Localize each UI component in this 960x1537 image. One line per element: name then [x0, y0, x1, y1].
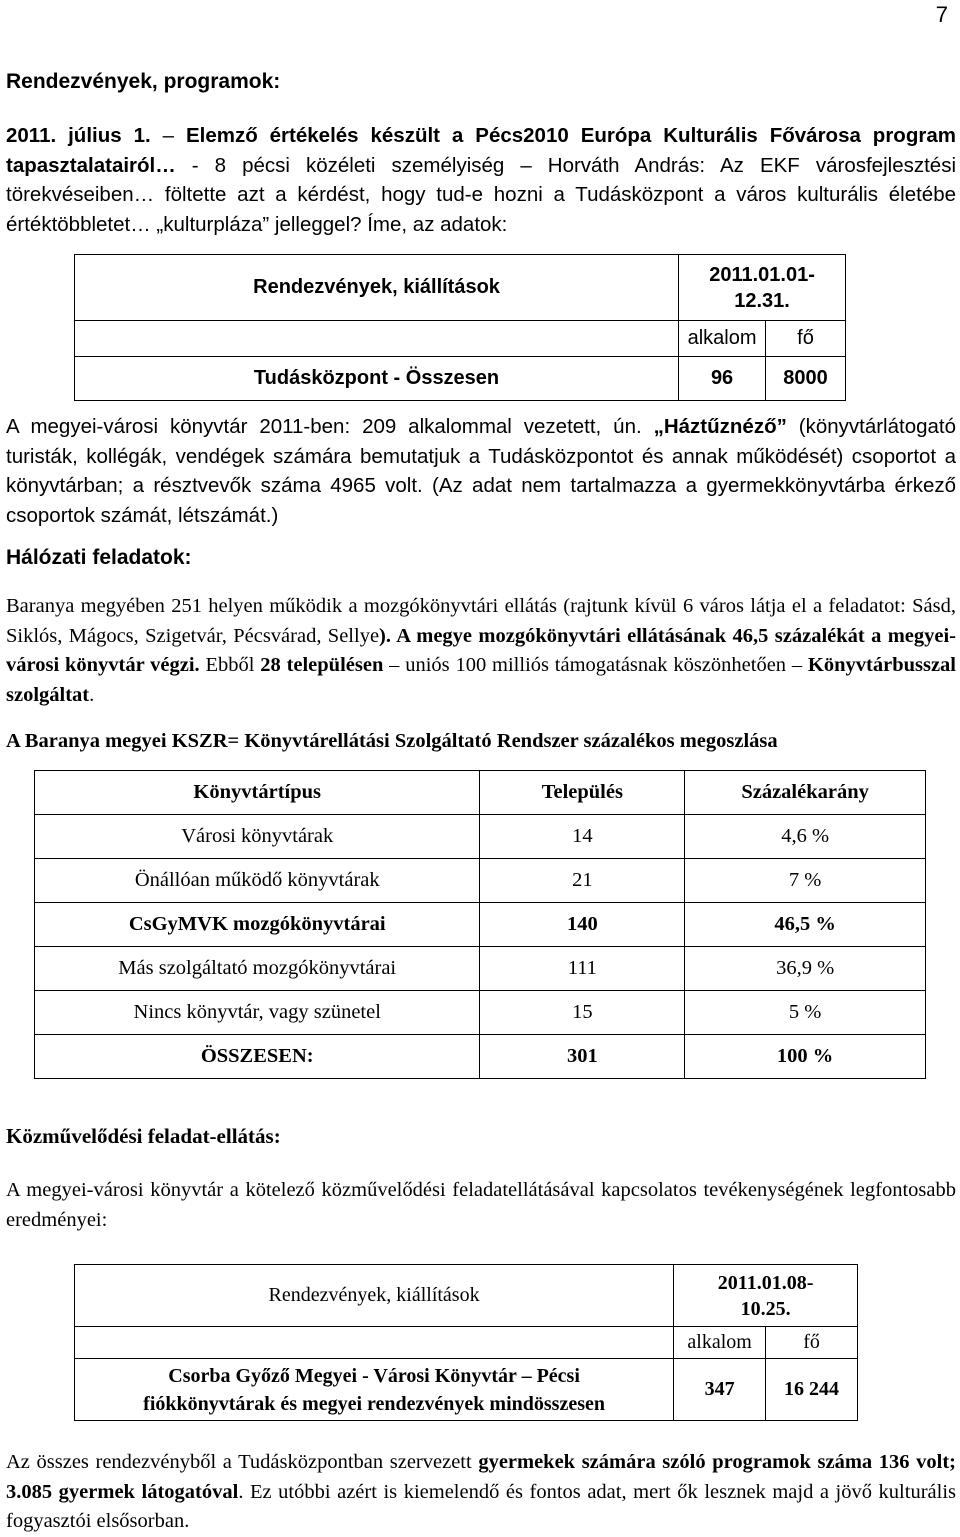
- county-row-label: Rendezvények, kiállítások: [75, 1265, 674, 1327]
- page-number: 7: [935, 2, 948, 27]
- county-period: 2011.01.08- 10.25.: [674, 1265, 858, 1327]
- evaluation-dash: –: [162, 124, 175, 147]
- kszr-table: [34, 770, 926, 1079]
- paragraph-haztuznezo: [6, 412, 956, 530]
- kszr-cell-percent: 36,9 %: [685, 947, 926, 991]
- closing-bold: gyermekek számára szóló programok száma 136 volt; 3.085 gyermek látogatóval: [6, 1451, 956, 1503]
- haztuznezo-text-b: (könyvtárlátogató turisták, kollégák, vendégek számára bemutatjuk a Tudásközpontot és annak működését) csoportot a könyvtárban; a résztvevők száma 4965 volt. (Az adat nem tartalmazza a gyermekkönyvtárba érkező csoportok számát, létszámát.): [6, 415, 957, 527]
- kszr-cell-settlement: 140: [480, 903, 685, 947]
- kszr-header-settlement: Település: [480, 771, 685, 815]
- network-text-c: Ebből: [199, 654, 261, 677]
- section-heading-events: Rendezvények, programok:: [6, 70, 281, 93]
- kszr-cell-settlement: 111: [480, 947, 685, 991]
- kszr-header-type: Könyvtártípus: [35, 771, 480, 815]
- kszr-header-percent: Százalékarány: [685, 771, 926, 815]
- kszr-cell-percent: 46,5 %: [685, 903, 926, 947]
- kszr-cell-percent: 100 %: [685, 1035, 926, 1079]
- evaluation-bold-text: Elemző értékelés készült a Pécs2010 Európa Kulturális Fővárosa program tapasztalatairól…: [6, 124, 956, 177]
- table-row: [35, 859, 926, 903]
- col-header-alkalom: alkalom: [679, 321, 766, 357]
- section-heading-culture: Közművelődési feladat-ellátás:: [6, 1124, 281, 1148]
- haztuznezo-text-a: A megyei-városi könyvtár 2011-ben: 209 alkalommal vezetett, ún.: [6, 415, 654, 438]
- events-empty-cell: [75, 321, 679, 357]
- section-heading-network: Hálózati feladatok:: [6, 546, 192, 569]
- paragraph-culture-intro: A megyei-városi könyvtár a kötelező közművelődési feladatellátásával kapcsolatos tevékenységének legfontosabb eredményei:: [6, 1179, 956, 1231]
- network-text-g: .: [89, 683, 95, 706]
- table-row: [35, 947, 926, 991]
- table-row: [35, 991, 926, 1035]
- evaluation-text: - 8 pécsi közéleti személyiség – Horváth András: Az EKF városfejlesztési törekvéseiben… föltette azt a kérdést, hogy tud-e hozni a Tudásközpont a város kulturális életébe értéktöbbletet… „kulturpláza” jelleggel? Íme, az adatok:: [6, 153, 956, 236]
- kszr-cell-type: Önállóan működő könyvtárak: [35, 859, 480, 903]
- network-bold-f: Könyvtárbusszal szolgáltat: [6, 654, 956, 706]
- network-bold-d: 28 településen: [260, 654, 384, 677]
- county-empty-cell: [75, 1327, 674, 1359]
- total-alkalom: 96: [679, 357, 766, 401]
- county-col-alkalom: alkalom: [674, 1327, 766, 1359]
- haztuznezo-bold: „Háztűznéző”: [653, 415, 787, 438]
- county-total-label: Csorba Győző Megyei - Városi Könyvtár – Pécsi fiókkönyvtárak és megyei rendezvények mindösszesen: [75, 1359, 674, 1421]
- county-total-alkalom: 347: [674, 1359, 766, 1421]
- kszr-cell-type: CsGyMVK mozgókönyvtárai: [35, 903, 480, 947]
- county-total-fo: 16 244: [766, 1359, 858, 1421]
- kszr-cell-settlement: 14: [480, 815, 685, 859]
- kszr-cell-settlement: 15: [480, 991, 685, 1035]
- paragraph-network: [6, 592, 956, 710]
- kszr-cell-settlement: 301: [480, 1035, 685, 1079]
- col-header-fo: fő: [766, 321, 846, 357]
- paragraph-closing: [6, 1448, 956, 1537]
- kszr-cell-percent: 5 %: [685, 991, 926, 1035]
- network-bold-b: ). A megye mozgókönyvtári ellátásának 46,5 százalékát a megyei-városi könyvtár végzi.: [6, 624, 956, 677]
- events-row-label: Rendezvények, kiállítások: [75, 255, 679, 321]
- network-text-e: – uniós 100 milliós támogatásnak köszönhetően –: [383, 654, 808, 677]
- kszr-cell-type: ÖSSZESEN:: [35, 1035, 480, 1079]
- kszr-cell-type: Városi könyvtárak: [35, 815, 480, 859]
- events-table-county: [74, 1264, 858, 1421]
- kszr-cell-type: Nincs könyvtár, vagy szünetel: [35, 991, 480, 1035]
- closing-text-a: Az összes rendezvényből a Tudásközpontban szervezett: [6, 1451, 479, 1473]
- kszr-cell-settlement: 21: [480, 859, 685, 903]
- events-period: 2011.01.01- 12.31.: [679, 255, 846, 321]
- kszr-table-title: A Baranya megyei KSZR= Könyvtárellátási Szolgáltató Rendszer százalékos megoszlása: [6, 730, 778, 752]
- total-label: Tudásközpont - Összesen: [75, 357, 679, 401]
- county-col-fo: fő: [766, 1327, 858, 1359]
- closing-text-c: . Ez utóbbi azért is kiemelendő és fontos adat, mert ők lesznek majd a jövő kulturális fogyasztói elsősorban.: [6, 1480, 956, 1532]
- total-fo: 8000: [766, 357, 846, 401]
- kszr-cell-percent: 7 %: [685, 859, 926, 903]
- events-table-tudaskozpont: [74, 254, 846, 401]
- network-text-a: Baranya megyében 251 helyen működik a mozgókönyvtári ellátás (rajtunk kívül 6 város látja el a feladatot: Sásd, Siklós, Mágocs, Szigetvár, Pécsvárad, Sellye: [6, 595, 956, 647]
- table-row-total: [35, 1035, 926, 1079]
- table-row: [35, 903, 926, 947]
- evaluation-date: 2011. július 1.: [6, 124, 151, 147]
- table-row: [35, 815, 926, 859]
- paragraph-evaluation: [6, 121, 956, 239]
- kszr-cell-percent: 4,6 %: [685, 815, 926, 859]
- kszr-cell-type: Más szolgáltató mozgókönyvtárai: [35, 947, 480, 991]
